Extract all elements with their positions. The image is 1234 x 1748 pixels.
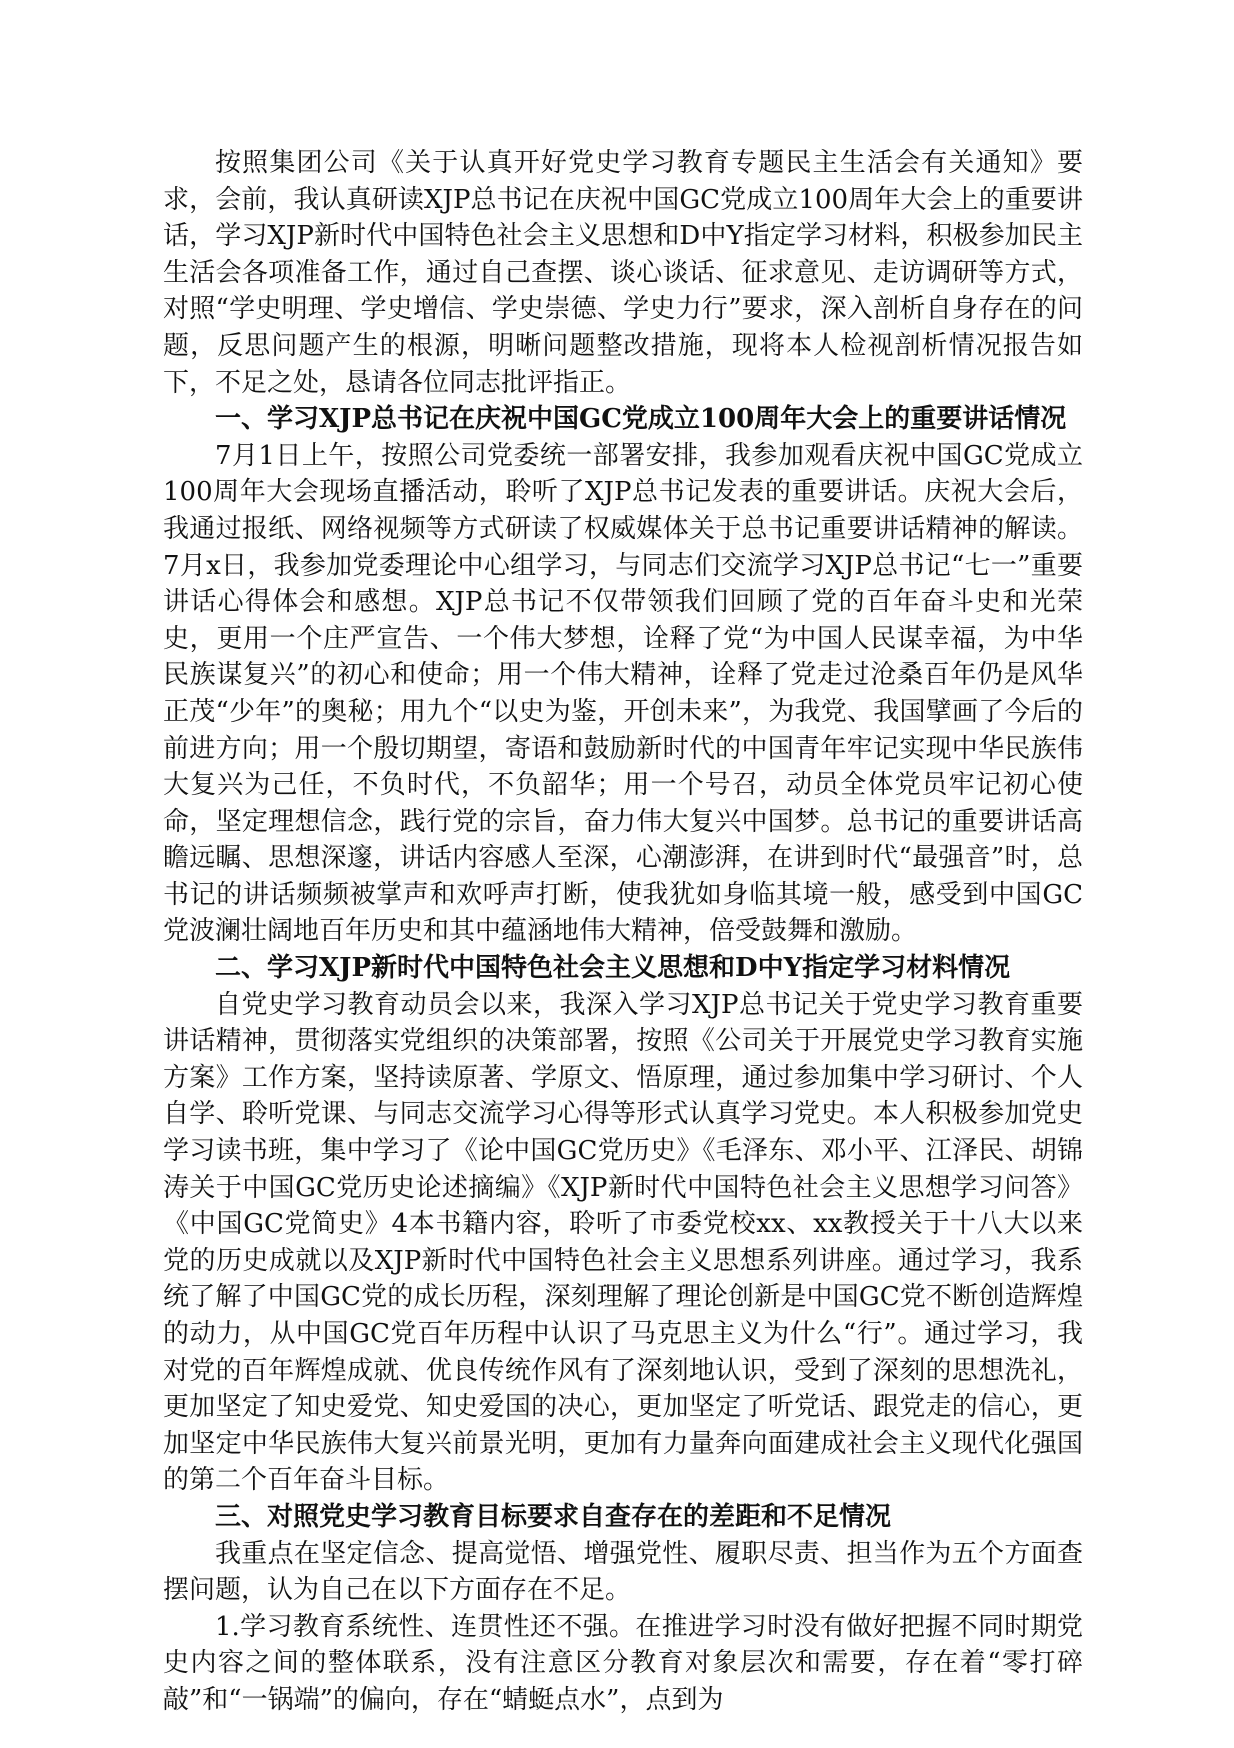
section-heading-2: 二、学习XJP新时代中国特色社会主义思想和D中Y指定学习材料情况	[215, 953, 1011, 984]
section-1-paragraph: 7月1日上午，按照公司党委统一部署安排，我参加观看庆祝中国GC党成立100周年大会现场直播活动，聆听了XJP总书记发表的重要讲话。庆祝大会后，我通过报纸、网络视频等方式研读了权威媒体关于总书记重要讲话精神的解读。7月x日，我参加党委理论中心组学习，与同志们交流学习XJP总书记“七一”重要讲话心得体会和感想。XJP总书记不仅带领我们回顾了党的百年奋斗史和光荣史，更用一个庄严宣告、一个伟大梦想，诠释了党“为中国人民谋幸福，为中华民族谋复兴”的初心和使命；用一个伟大精神，诠释了党走过沧桑百年仍是风华正茂“少年”的奥秘；用九个“以史为鉴，开创未来”，为我党、我国擘画了今后的前进方向；用一个殷切期望，寄语和鼓励新时代的中国青年牢记实现中华民族伟大复兴为己任，不负时代，不负韶华；用一个号召，动员全体党员牢记初心使命，坚定理想信念，践行党的宗旨，奋力伟大复兴中国梦。总书记的重要讲话高瞻远瞩、思想深邃，讲话内容感人至深，心潮澎湃，在讲到时代“最强音”时，总书记的讲话频频被掌声和欢呼声打断，使我犹如身临其境一般，感受到中国GC党波澜壮阔地百年历史和其中蕴涵地伟大精神，倍受鼓舞和激励。	[163, 440, 1083, 947]
section-heading-1: 一、学习XJP总书记在庆祝中国GC党成立100周年大会上的重要讲话情况	[215, 404, 1067, 435]
section-3-item-1-paragraph: 1.学习教育系统性、连贯性还不强。在推进学习时没有做好把握不同时期党史内容之间的整体联系，没有注意区分教育对象层次和需要，存在着“零打碎敲”和“一锅端”的偏向，存在“蜻蜓点水”，点到为	[163, 1611, 1083, 1715]
section-heading-3: 三、对照党史学习教育目标要求自查存在的差距和不足情况	[215, 1501, 892, 1532]
section-3-intro-paragraph: 我重点在坚定信念、提高觉悟、增强党性、履职尽责、担当作为五个方面查摆问题，认为自己在以下方面存在不足。	[163, 1538, 1083, 1606]
section-2-paragraph: 自党史学习教育动员会以来，我深入学习XJP总书记关于党史学习教育重要讲话精神，贯彻落实党组织的决策部署，按照《公司关于开展党史学习教育实施方案》工作方案，坚持读原著、学原文、悟原理，通过参加集中学习研讨、个人自学、聆听党课、与同志交流学习心得等形式认真学习党史。本人积极参加党史学习读书班，集中学习了《论中国GC党历史》《毛泽东、邓小平、江泽民、胡锦涛关于中国GC党历史论述摘编》《XJP新时代中国特色社会主义思想学习问答》《中国GC党简史》4本书籍内容，聆听了市委党校xx、xx教授关于十八大以来党的历史成就以及XJP新时代中国特色社会主义思想系列讲座。通过学习，我系统了解了中国GC党的成长历程，深刻理解了理论创新是中国GC党不断创造辉煌的动力，从中国GC党百年历程中认识了马克思主义为什么“行”。通过学习，我对党的百年辉煌成就、优良传统作风有了深刻地认识，受到了深刻的思想洗礼，更加坚定了知史爱党、知史爱国的决心，更加坚定了听党话、跟党走的信心，更加坚定中华民族伟大复兴前景光明，更加有力量奔向面建成社会主义现代化强国的第二个百年奋斗目标。	[163, 989, 1083, 1496]
intro-paragraph: 按照集团公司《关于认真开好党史学习教育专题民主生活会有关通知》要求，会前，我认真研读XJP总书记在庆祝中国GC党成立100周年大会上的重要讲话，学习XJP新时代中国特色社会主义思想和D中Y指定学习材料，积极参加民主生活会各项准备工作，通过自己查摆、谈心谈话、征求意见、走访调研等方式，对照“学史明理、学史增信、学史崇德、学史力行”要求，深入剖析自身存在的问题，反思问题产生的根源，明晰问题整改措施，现将本人检视剖析情况报告如下，不足之处，恳请各位同志批评指正。	[163, 148, 1083, 398]
document-page	[163, 145, 1083, 1735]
